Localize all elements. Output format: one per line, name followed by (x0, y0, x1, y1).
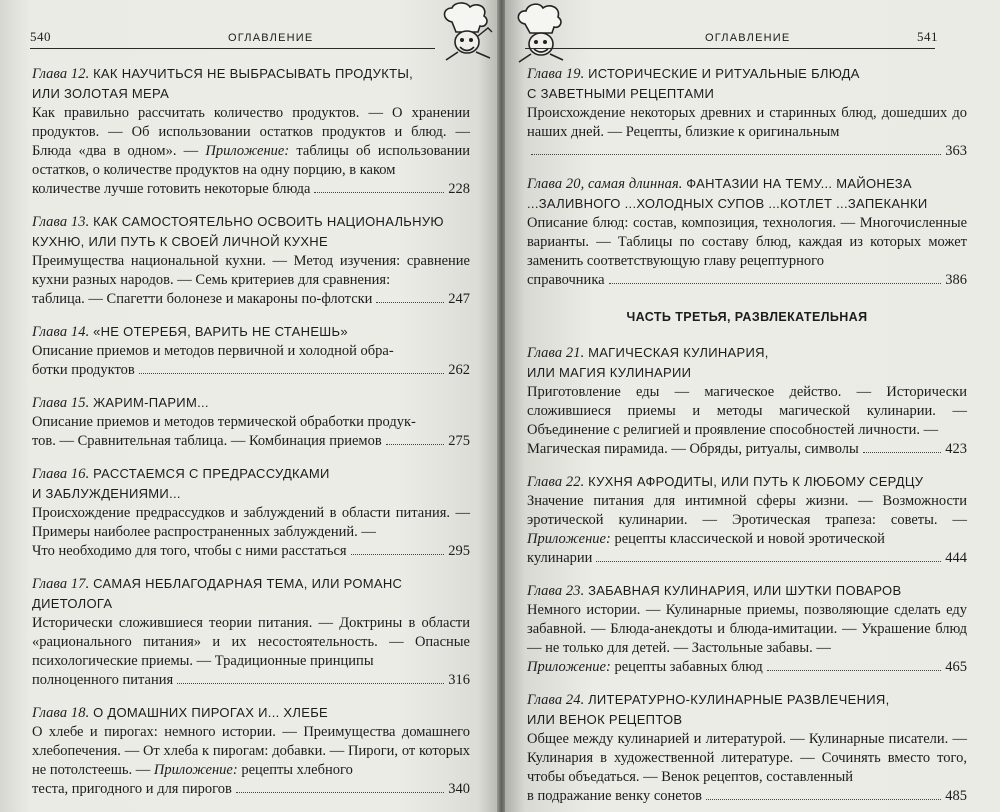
description-last-line: кулинарии (527, 550, 593, 566)
chapter-title: ЛИТЕРАТУРНО-КУЛИНАРНЫЕ РАЗВЛЕЧЕНИЯ, (588, 692, 890, 707)
description-text: рецепты забавных блюд (610, 659, 763, 675)
left-toc (32, 64, 470, 812)
page-reference: 340 (448, 781, 470, 797)
chapter-description (527, 214, 967, 271)
toc-dotted-line (527, 271, 967, 290)
description-text: таблицы об использовании остатков, о количестве продуктов на одну порцию, в каком (32, 143, 470, 178)
description-last-line: количестве лучше готовить некоторые блюда (32, 181, 311, 197)
chapter-heading-line (32, 703, 470, 723)
chapter-heading-line (32, 84, 470, 104)
toc-dotted-line (32, 180, 470, 199)
right-page (505, 0, 1000, 812)
description-last-line: в подражание венку сонетов (527, 788, 702, 804)
chapter-heading-line (527, 363, 967, 383)
leader-dots (767, 669, 942, 671)
description-last-line: справочника (527, 272, 605, 288)
chapter-label: Глава 12. (32, 66, 90, 82)
chapter-title: КАК НАУЧИТЬСЯ НЕ ВЫБРАСЫВАТЬ ПРОДУКТЫ, (93, 66, 414, 81)
toc-dotted-line (32, 542, 470, 561)
leader-dots (139, 372, 444, 374)
page-reference: 363 (945, 143, 967, 159)
toc-entry (32, 703, 470, 799)
chapter-description (32, 413, 470, 432)
leader-dots (596, 560, 941, 562)
page-reference: 295 (448, 543, 470, 559)
description-text: Преимущества национальной кухни. — Метод изучения: сравнение кухни разных народов. — Семь критериев для сравнения: (32, 253, 470, 288)
leader-dots (531, 153, 941, 155)
leader-dots (236, 791, 444, 793)
description-text: Приготовление еды — магическое действо. — Исторически сложившиеся приемы и методы магической кулинарии. — Объединение с религией и проявление способностей личности. — (527, 384, 967, 438)
chapter-title: ФАНТАЗИИ НА ТЕМУ... МАЙОНЕЗА (686, 176, 912, 191)
chapter-heading-line (527, 472, 967, 492)
chapter-label: Глава 23. (527, 583, 585, 599)
description-text: Значение питания для интимной сферы жизни. — Возможности эротической кулинарии. — Эротическая трапеза: советы. — (527, 493, 967, 528)
appendix-label: Приложение: (527, 531, 611, 547)
left-page (0, 0, 498, 812)
chapter-title: КУХНЮ, ИЛИ ПУТЬ К СВОЕЙ ЛИЧНОЙ КУХНЕ (32, 234, 328, 249)
page-reference: 262 (448, 362, 470, 378)
description-last-line: тов. — Сравнительная таблица. — Комбинация приемов (32, 433, 382, 449)
right-running-header (525, 22, 938, 49)
toc-dotted-line (527, 142, 967, 161)
chapter-heading-line (527, 174, 967, 194)
description-text: Как правильно рассчитать количество продуктов. — О хранении продуктов. — Об использовании остатков продуктов и блюд. — Блюда «два в одном». — (32, 105, 470, 159)
toc-entry (32, 574, 470, 690)
appendix-label: Приложение: (153, 762, 238, 778)
chapter-label: Глава 22. (527, 474, 585, 490)
toc-dotted-line (527, 440, 967, 459)
chapter-title: МАГИЧЕСКАЯ КУЛИНАРИЯ, (588, 345, 769, 360)
description-last-line: ботки продуктов (32, 362, 135, 378)
toc-dotted-line (32, 780, 470, 799)
left-running-head: ОГЛАВЛЕНИЕ (228, 32, 314, 44)
chapter-heading-line (527, 690, 967, 710)
chapter-heading-line (527, 710, 967, 730)
toc-entry (527, 581, 967, 677)
chapter-title: ЗАБАВНАЯ КУЛИНАРИЯ, ИЛИ ШУТКИ ПОВАРОВ (588, 583, 902, 598)
description-text: рецепты классической и новой эротической (610, 531, 885, 547)
left-running-header (30, 22, 435, 49)
description-text: Описание блюд: состав, композиция, технология. — Многочисленные варианты. — Таблицы по составу блюд, каждая из которых может заменить соответствующую главу рецептурного (527, 215, 967, 269)
chapter-title: ИСТОРИЧЕСКИЕ И РИТУАЛЬНЫЕ БЛЮДА (588, 66, 860, 81)
chapter-title: ДИЕТОЛОГА (32, 596, 113, 611)
description-text: Общее между кулинарией и литературой. — Кулинарные писатели. — Кулинария в художественной литературе. — Сочинять вместо того, чтобы объедаться. — Венок рецептов, составленный (527, 731, 967, 785)
chapter-description (32, 614, 470, 671)
description-text: Происхождение предрассудков и заблуждений в области питания. — Примеры наиболее распространенных заблуждений. — (32, 505, 470, 540)
chapter-heading-line (32, 393, 470, 413)
chapter-title: КУХНЯ АФРОДИТЫ, ИЛИ ПУТЬ К ЛЮБОМУ СЕРДЦУ (588, 474, 924, 489)
chapter-title: РАССТАЕМСЯ С ПРЕДРАССУДКАМИ (93, 466, 330, 481)
chapter-title: КАК САМОСТОЯТЕЛЬНО ОСВОИТЬ НАЦИОНАЛЬНУЮ (93, 214, 444, 229)
chapter-heading-line (32, 484, 470, 504)
leader-dots (351, 553, 445, 555)
chapter-label: Глава 16. (32, 466, 90, 482)
chapter-description (527, 601, 967, 658)
toc-dotted-line (32, 671, 470, 690)
right-page-number: 541 (917, 29, 938, 44)
description-text: Немного истории. — Кулинарные приемы, позволяющие сделать еду забавной. — Блюда-анекдоты и блюда-имитации. — Украшение блюд — не только для детей. — Застольные забавы. — (527, 602, 967, 656)
chapter-heading-line (527, 581, 967, 601)
appendix-label: Приложение: (205, 143, 290, 159)
toc-dotted-line (32, 432, 470, 451)
chapter-title: САМАЯ НЕБЛАГОДАРНАЯ ТЕМА, ИЛИ РОМАНС (93, 576, 403, 591)
chapter-title: ...ЗАЛИВНОГО ...ХОЛОДНЫХ СУПОВ ...КОТЛЕТ ...ЗАПЕКАНКИ (527, 196, 928, 211)
toc-entry (32, 212, 470, 309)
chapter-description (527, 383, 967, 440)
toc-dotted-line (527, 787, 967, 806)
chapter-title: С ЗАВЕТНЫМИ РЕЦЕПТАМИ (527, 86, 715, 101)
chapter-heading-line (32, 64, 470, 84)
chapter-title: И ЗАБЛУЖДЕНИЯМИ... (32, 486, 181, 501)
chapter-label: Глава 21. (527, 345, 585, 361)
toc-entry (527, 64, 967, 161)
chapter-heading-line (32, 464, 470, 484)
leader-dots (314, 191, 444, 193)
description-text: Происхождение некоторых древних и старинных блюд, дошедших до наших дней. — Рецепты, близкие к оригинальным (527, 105, 967, 140)
chapter-label: Глава 20, самая длинная. (527, 176, 683, 192)
chapter-label: Глава 17. (32, 576, 90, 592)
chapter-heading-line (32, 322, 470, 342)
chapter-description (32, 342, 470, 361)
chef-icon (438, 2, 496, 64)
chapter-title: ИЛИ МАГИЯ КУЛИНАРИИ (527, 365, 692, 380)
chapter-heading-line (32, 594, 470, 614)
right-running-head: ОГЛАВЛЕНИЕ (705, 32, 791, 44)
toc-dotted-line (527, 549, 967, 568)
chapter-description (32, 104, 470, 180)
chapter-heading-line (32, 232, 470, 252)
description-text: рецепты хлебного (237, 762, 353, 778)
chapter-description (527, 730, 967, 787)
toc-entry (32, 393, 470, 451)
chapter-heading-line (32, 212, 470, 232)
chapter-title: «НЕ ОТЕРЕБЯ, ВАРИТЬ НЕ СТАНЕШЬ» (93, 324, 348, 339)
chapter-heading-line (527, 343, 967, 363)
page-reference: 465 (945, 659, 967, 675)
chapter-heading-line (527, 64, 967, 84)
toc-entry (527, 174, 967, 290)
description-last-line: Что необходимо для того, чтобы с ними расстаться (32, 543, 347, 559)
toc-dotted-line (32, 290, 470, 309)
toc-dotted-line (32, 361, 470, 380)
page-reference: 316 (448, 672, 470, 688)
right-toc (527, 64, 967, 812)
chapter-heading-line (527, 194, 967, 214)
toc-entry (527, 690, 967, 806)
description-last-line: теста, пригодного и для пирогов (32, 781, 232, 797)
page-reference: 275 (448, 433, 470, 449)
chapter-label: Глава 13. (32, 214, 90, 230)
part-heading: ЧАСТЬ ТРЕТЬЯ, РАЗВЛЕКАТЕЛЬНАЯ (626, 310, 868, 324)
appendix-label: Приложение: (527, 659, 611, 675)
toc-entry (32, 64, 470, 199)
description-text: Исторически сложившиеся теории питания. — Доктрины в области «рационального питания» и их несостоятельность. — Опасные психологические приемы. — Традиционные принципы (32, 615, 470, 669)
chapter-title: О ДОМАШНИХ ПИРОГАХ И... ХЛЕБЕ (93, 705, 329, 720)
leader-dots (863, 451, 942, 453)
chapter-label: Глава 14. (32, 324, 90, 340)
chapter-label: Глава 24. (527, 692, 585, 708)
chapter-heading-line (32, 574, 470, 594)
description-text: Описание приемов и методов первичной и холодной обра- (32, 343, 394, 359)
page-reference: 485 (945, 788, 967, 804)
description-text: Описание приемов и методов термической обработки продук- (32, 414, 416, 430)
chapter-title: ИЛИ ВЕНОК РЕЦЕПТОВ (527, 712, 683, 727)
chapter-label: Глава 19. (527, 66, 585, 82)
description-text: О хлебе и пирогах: немного истории. — Преимущества домашнего хлебопечения. — От хлеба к пирогам: добавки. — Пироги, от которых не потолстеешь. — (32, 724, 470, 778)
page-reference: 247 (448, 291, 470, 307)
chapter-description (32, 252, 470, 290)
chapter-label: Глава 15. (32, 395, 90, 411)
toc-entry (527, 343, 967, 459)
description-last-line: полноценного питания (32, 672, 174, 688)
toc-dotted-line (527, 658, 967, 677)
leader-dots (386, 443, 445, 445)
chapter-description (527, 104, 967, 142)
left-page-number: 540 (30, 29, 51, 44)
chapter-title: ИЛИ ЗОЛОТАЯ МЕРА (32, 86, 170, 101)
leader-dots (177, 682, 444, 684)
description-last-line (527, 658, 763, 677)
chapter-heading-line (527, 84, 967, 104)
description-last-line: таблица. — Спагетти болонезе и макароны по-флотски (32, 291, 373, 307)
leader-dots (609, 282, 942, 284)
page-reference: 444 (945, 550, 967, 566)
chapter-description (527, 492, 967, 549)
toc-entry (32, 322, 470, 380)
leader-dots (706, 798, 941, 800)
toc-entry (527, 472, 967, 568)
chapter-label: Глава 18. (32, 705, 90, 721)
chapter-title: ЖАРИМ-ПАРИМ... (93, 395, 209, 410)
page-reference: 423 (945, 441, 967, 457)
chapter-description (32, 504, 470, 542)
toc-entry (32, 464, 470, 561)
leader-dots (376, 301, 444, 303)
description-last-line: Магическая пирамида. — Обряды, ритуалы, символы (527, 441, 859, 457)
page-reference: 228 (448, 181, 470, 197)
chapter-description (32, 723, 470, 780)
page-reference: 386 (945, 272, 967, 288)
